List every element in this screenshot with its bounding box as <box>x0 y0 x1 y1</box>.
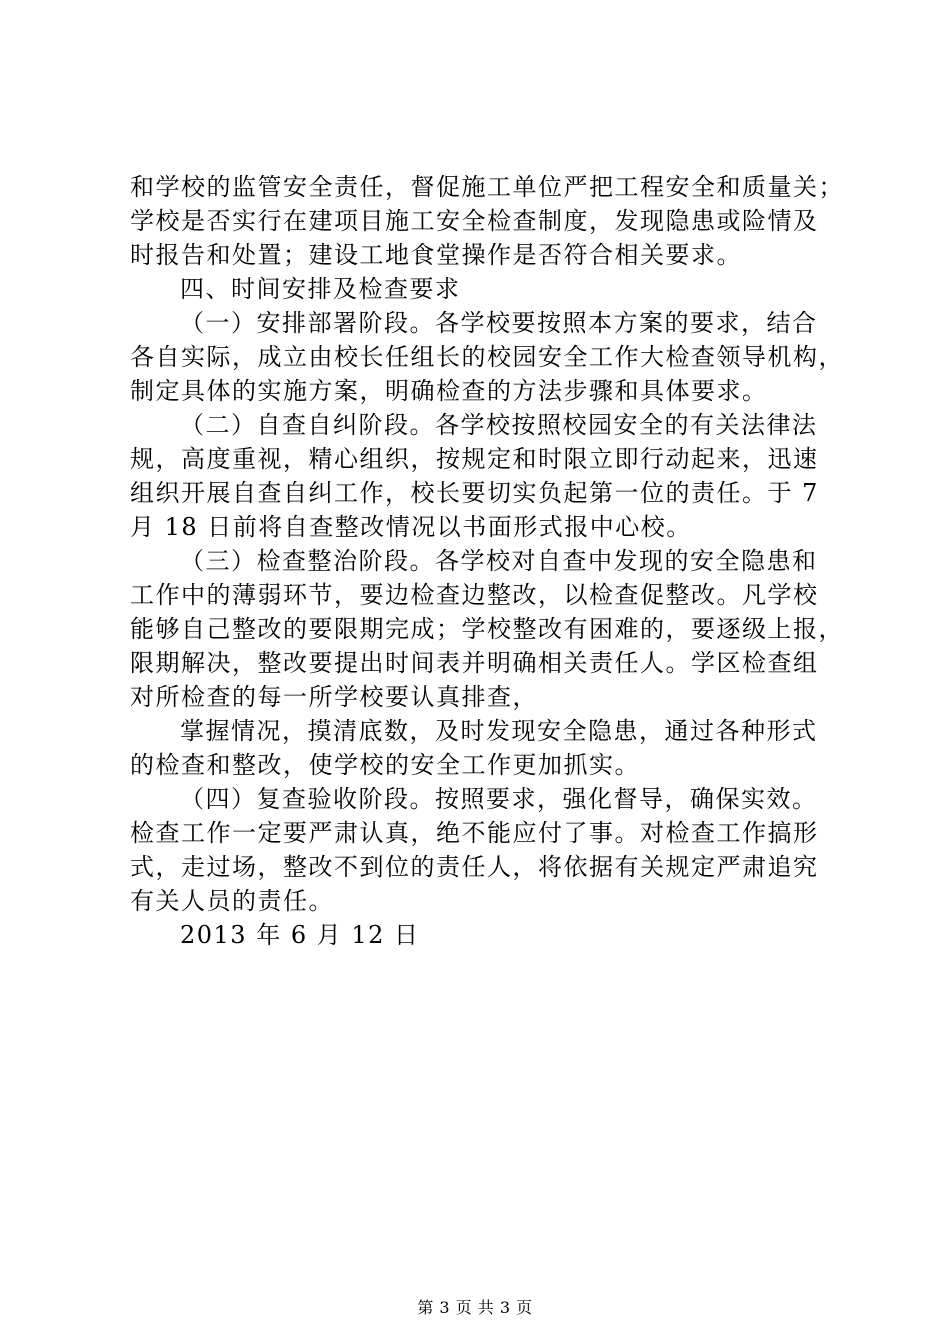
body-text-line: 掌握情况，摸清底数，及时发现安全隐患，通过各种形式 <box>180 717 818 745</box>
body-text-line: 限期解决，整改要提出时间表并明确相关责任人。学区检查组 <box>130 649 819 677</box>
body-text-line: 式，走过场，整改不到位的责任人，将依据有关规定严肃追究 <box>130 853 819 881</box>
body-text-line: 和学校的监管安全责任，督促施工单位严把工程安全和质量关； <box>130 173 844 201</box>
body-text-line: 组织开展自查自纠工作，校长要切实负起第一位的责任。于 7 <box>130 479 819 507</box>
section-heading: 四、时间安排及检查要求 <box>180 275 461 303</box>
body-text-line: 工作中的薄弱环节，要边检查边整改，以检查促整改。凡学校 <box>130 581 819 609</box>
body-text-line: 各自实际，成立由校长任组长的校园安全工作大检查领导机构， <box>130 343 844 371</box>
body-text-line: 检查工作一定要严肃认真，绝不能应付了事。对检查工作搞形 <box>130 819 819 847</box>
body-text-line: （四）复查验收阶段。按照要求，强化督导，确保实效。 <box>180 785 818 813</box>
body-text-line: （一）安排部署阶段。各学校要按照本方案的要求，结合 <box>180 309 818 337</box>
body-text-line: 能够自己整改的要限期完成；学校整改有困难的，要逐级上报， <box>130 615 844 643</box>
body-text-line: 对所检查的每一所学校要认真排查， <box>130 683 538 711</box>
body-text-line: 规，高度重视，精心组织，按规定和时限立即行动起来，迅速 <box>130 445 819 473</box>
body-text-line: 月 18 日前将自查整改情况以书面形式报中心校。 <box>130 513 692 541</box>
body-text-line: 有关人员的责任。 <box>130 887 334 915</box>
body-text-line: （三）检查整治阶段。各学校对自查中发现的安全隐患和 <box>180 547 818 575</box>
body-text-line: 学校是否实行在建项目施工安全检查制度，发现隐患或险情及 <box>130 207 819 235</box>
body-text-line: 时报告和处置；建设工地食堂操作是否符合相关要求。 <box>130 241 742 269</box>
page-number-footer: 第 3 页 共 3 页 <box>417 1298 533 1317</box>
body-text-line: 的检查和整改，使学校的安全工作更加抓实。 <box>130 751 640 779</box>
body-text-line: 制定具体的实施方案，明确检查的方法步骤和具体要求。 <box>130 377 768 405</box>
body-text-line: （二）自查自纠阶段。各学校按照校园安全的有关法律法 <box>180 411 818 439</box>
document-date: 2013 年 6 月 12 日 <box>180 921 420 949</box>
